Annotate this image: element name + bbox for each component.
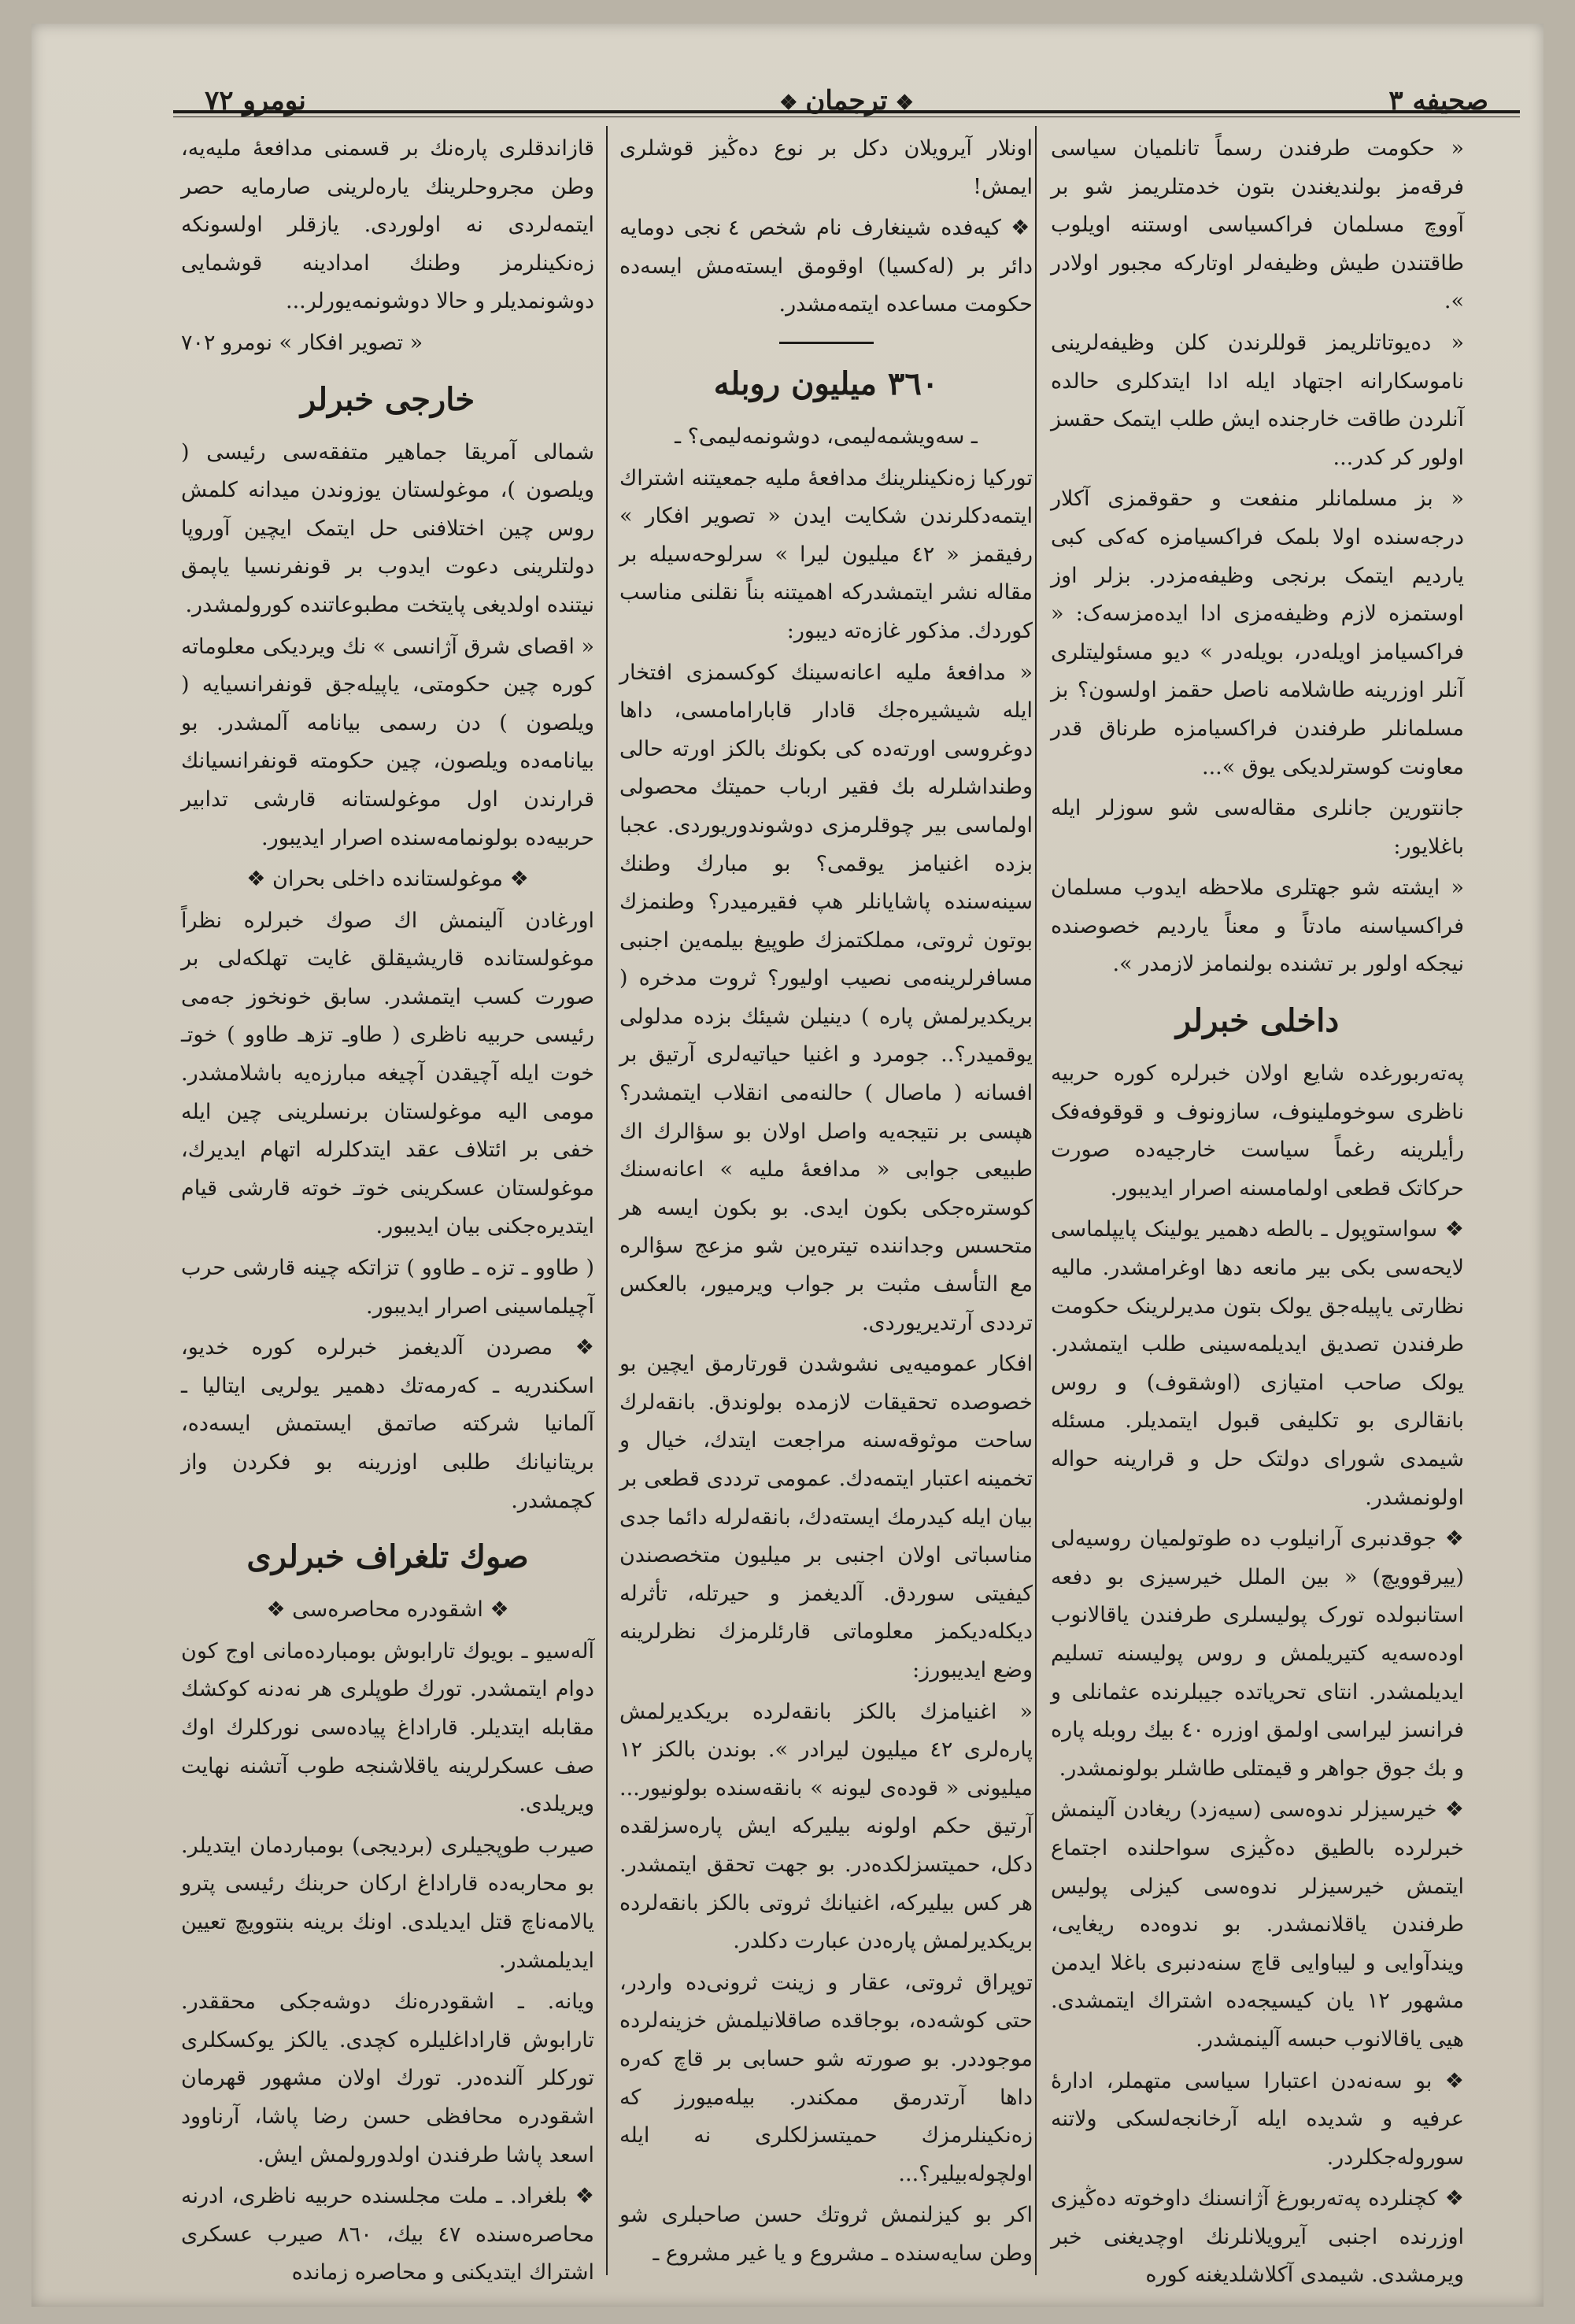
domestic-news-heading: داخلی خبرلر <box>1175 1002 1340 1040</box>
paragraph: ویانه. ـ اشقودره‌نك دوشه‌جکی محققدر. تارابوش قاراداغلیلره کچدی. یالکز یوکسکلری تورکلر آلندەدر. تورك اولان مشهور قهرمان اشقودره محافظی حسن رضا پاشا، آرناوود اسعد پاشا طرفندن اولدورولمش ایش. <box>181 1989 594 2167</box>
foreign-news-heading: خارجی خبرلر <box>300 380 475 418</box>
column-divider <box>606 126 608 2275</box>
paragraph: ❖ کچنلرده پەتەربورغ آژانسنك داوخوته دە‌ڭیزی اوزرنده اجنبی آیرویلانلرنك اوچدیغنی خبر ویرمشدی. شیمدی آکلاشلدیغنه کوره <box>1051 2186 1464 2288</box>
paragraph: اورغادن آلینمش اك صوك خبرلره نظراً موغولستانده قاریشیقلق غایت تهلکه‌لی بر صورت کسب ایتمشدر. سابق خونخوز جه‌می رئیسی حربیه ناظری ( طاوـ تزهـ طاوو ) خوتـ خوت ایله آچیقدن آچیغه مبارزه‌یه باشلامشدر. مومی الیه موغولستان برنسلرینی چین ایله خفی بر ائتلاف عقد ایتدکلرله اتهام ایدیرك، موغولستان عسکرینی خوتـ خوته قارشی قیام ایتدیره‌جکنی بیان ایدیبور. <box>181 908 594 1239</box>
mongolia-subheading: ❖ موغولستانده داخلی بحران ❖ <box>246 867 529 892</box>
right-column <box>1051 130 1464 2288</box>
paragraph: افکار عمومیه‌یی نشوشدن قورتارمق ایچین بو خصوصده تحقیقات لازمده بولوندق. بانقه‌لرك ساحت موثوقه‌سنه مراجعت ایتدك، خیال و تخمینه اعتبار ایتمه‌دك. عمومی ترددی قطعی بر بیان ایله کیدرمك ایسته‌دك، بانقه‌لرله دائما جدی مناسباتی اولان اجنبی بر میلیون متخصصندن کیفیتی سوردق. آلدیغمز و حیرتله، تأثرله دیکله‌دیکمز معلوماتی قارئلرمزك نظرلرینه وضع ایدیبورز: <box>619 1352 1033 1682</box>
paragraph: ❖ بو سه‌نه‌دن اعتبارا سیاسی متهملر، ادارهٔ عرفیه و شدیده ایله آرخانجه‌لسکی ولاتنه سوروله‌جکلردر. <box>1051 2068 1464 2170</box>
paragraph: صیرب طوپجیلری (بردیجی) بومباردمان ایتدیلر. بو محاربه‌ده قاراداغ ارکان حربنك رئیسی پترو یالامه‌ناچ قتل ایدیلدی. اونك برینه بنتوویچ تعیین ایدیلمشدر. <box>181 1833 594 1973</box>
paragraph: آلەسیو ـ بویوك تارابوش بومبارده‌مانی اوج کون دوام ایتمشدر. تورك طوپلری هر نه‌دنه کوکشك مقابله ایتدیلر. قاراداغ پیاده‌سی نورکلرك اوك صف عسکرلرینه یاقلاشنجه طوب آتشنه نهایت ویریلدی. <box>181 1638 594 1817</box>
paragraph: تورکیا زەنکینلرینك مدافعهٔ ملیه جمعیتنه اشتراك ایتمەدکلرندن شکایت ایدن « تصویر افکار » رفیقمز « ٤٢ میلیون لیرا » سرلوحه‌سیله بر مقاله نشر ایتمشدرکه اهمیتنه بنا‌ً نقلنی مناسب کوردك. مذکور غازەته دیبور: <box>619 465 1033 643</box>
paragraph: شمالی آمریقا جماهیر متفقه‌سی رئیسی ( ویلصون )، موغولستان یوزوندن میدانه کلمش روس چین اختلافنی حل ایتمک ایچین آوروپا دولتلرینی دعوت ایدوب بر قونفرنسیا یاپمق نیتنده اولدیغی پایتخت مطبوعاتنده کورولمشدر. <box>181 439 594 617</box>
masthead <box>205 79 1488 134</box>
left-column <box>181 130 594 2285</box>
paragraph: ❖ خیرسیزلر ندوه‌سی (سیه‌زد) ریغادن آلینمش خبرلرده بالطیق دەڭیزی سواحلنده اجتماع ایتمش خیرسیزلر ندوه‌سی کیزلی پولیس طرفندن یاقلانمشدر. بو ندوه‌ده ریغایی، ویندآوایی و لیباوایی قاچ سنه‌دنبری باغلا ایدمن مشهور ١٢ یان کیسیجه‌ده اشتراك ایتمشدی. هیی یاقالانوب حبسه آلینمشدر. <box>1051 1797 1464 2052</box>
paragraph: ❖ جوقدنبری آرانیلوب ده طوتولمیان روسیه‌لی (ییرقوویچ) « بین الملل خیرسیزی بو دفعه استانبولده تورک پولیسلری طرفندن یاقالانوب اودەسه‌یه کتیریلمش و روس پولیسنه تسلیم ایدیلمشدر. انتای تحریاتده جیبلرنده عثمانلی و فرانسز لیراسی اولمق اوزره ٤٠ بیك روبله پاره و بك جوق جواهر و قیمتلی طاشلر بولونمشدر. <box>1051 1527 1464 1781</box>
section-divider <box>779 342 874 344</box>
page-number: صحیفه ۳ <box>1388 85 1488 117</box>
paragraph: ❖ بلغراد. ـ ملت مجلسنده حربیه ناظری، ادرنه محاصره‌سنده ٤٧ بیك، ٨٦٠ صیرب عسکری اشتراك ایتدیکنی و محاصره زمانده <box>181 2184 594 2285</box>
paragraph: « ده‌یوتاتلریمز قوللرندن کلن وظیفه‌لرینی ناموسکارانه اجتهاد ایله ادا ایتدکلری حالده آنلردن طاقت خارجنده ایش طلب ایتمک حقسز اولور کر کدر... <box>1051 330 1464 470</box>
paragraph: جانتورین جانلری مقاله‌سی شو سوزلر ایله باغلایور: <box>1051 796 1464 859</box>
paragraph: « اغنیامزك بالکز بانقه‌لرده بریکدیرلمش پاره‌لری ٤٢ میلیون لیرادر ». بوندن بالکز ١٢ میلیونی « قوده‌ی لیونه » بانقه‌سنده بولونیور... آرتیق حکم اولونه بیلیرکه ایش پاره‌سزلقده دکل، حمیتسزلکده‌در. بو جهت تحقق ایتمشدر. هر کس بیلیرکه، اغنیانك ثروتی بالکز بانقه‌لرده بریکدیرلمش پاره‌دن عبارت دکلدر. <box>619 1699 1033 1954</box>
paragraph: ❖ کیه‌فده شینغارف نام شخص ٤ نجی دومایه دائر بر (له‌کسیا) اوقومق ایستەمش ایسه‌ده حکومت مساعده ایتمه‌مشدر. <box>619 216 1033 317</box>
masthead-rule <box>173 110 1520 113</box>
paragraph: پەتەربورغده شایع اولان خبرلره کوره حربیه ناظری سوخوملینوف، سازونوف و قوقوفه‌فک رأیلرینه رغماً سیاست خارجیه‌ده صورت حرکاتک قطعی اولمامسنه اصرار ایدیبور. <box>1051 1061 1464 1201</box>
article-heading: ٣٦٠ میلیون روبله <box>713 365 939 402</box>
paragraph: اکر بو کیزلنمش ثروتك حسن صاحبلری شو وطن سایه‌سنده ـ مشروع و یا غیر مشروع ـ <box>619 2203 1033 2266</box>
paragraph: « حکومت طرفندن رسماً تانلمیان سیاسی فرقه‌مز بولندیغندن بتون خدمتلریمز شو بر آووچ مسلمان فراکسیاسی اوستنه اویلوب طاقتندن طیش وظیفه‌لر اوتارکه مجبور اولادر ». <box>1051 136 1464 314</box>
column-divider <box>1035 126 1037 2275</box>
ornament-icon: ❖ <box>779 91 798 115</box>
scutari-subheading: ❖ اشقودره محاصره‌سی ❖ <box>266 1597 509 1623</box>
paragraph: ❖ سواستوپول ـ بالطه دهمیر یولینک پایپلماسی لایحه‌سی بکی بیر مانعه دها اوغرامشدر. مالیه نظارتی یاپیله‌جق یولک بتون مدیرلرینک حکومت طرفندن تصدیق ایدیلمه‌سینی طلب ایتمشدر. یولک صاحب امتیازی (اوشقوف) و روس بانقالری بو تکلیفی قبول ایتمدیلر. مسئله شیمدی شورای دولتک حل و قرارینه حواله اولونمشدر. <box>1051 1217 1464 1510</box>
paper-name: ترجمان <box>805 85 888 117</box>
paragraph: « اقصای شرق آژانسی » نك ویردیکی معلوماته کوره چین حکومتی، یاپیله‌جق قونفرانسیایه ( ویلصون ) دن رسمی بیانامه آلمشدر. بو بیانامه‌ده ویلصون، چین حکومته قونفرانسیانك قرارندن اول موغولستانه قارشی تدابیر حربیه‌ده بولونمامه‌سنده اصرار ایدیبور. <box>181 634 594 850</box>
paragraph: « بز مسلمانلر منفعت و حقوقمزی آکلار درجه‌سنده اولا بلمک فراکسیامزه که‌کی کبی یاردیم ایتمک برنجی وظیفه‌مزدر. بزلر اوز اوستمزه لازم وظیفه‌مزی ادا ایده‌مزسه‌ک: « فراکسیامز اویله‌در، بویله‌در » دیو مسئولیتلری آنلر اوزرینه طاشلامه ناصل حقمز اولسون؟ بز مسلمانلر طرفندن فراکسیامزه طرناق قدر معاونت کوسترلدیکی یوق »... <box>1051 487 1464 779</box>
center-column <box>619 130 1033 2271</box>
paragraph: اونلار آیرویلان دکل بر نوع دەڭیز قوشلری ایمش! <box>619 136 1033 199</box>
paragraph: ❖ مصردن آلدیغمز خبرلره کوره خدیو، اسکندریه ـ که‌رمه‌تك دهمیر یولریی ایتالیا ـ آلمانیا شرکته صاتمق ایستمش ایسه‌ده، بریتانیانك طلبی اوزرینه بو فکردن واز کچمشدر. <box>181 1335 594 1513</box>
issue-number: نومرو ۷۲ <box>205 85 306 117</box>
paragraph: ( طاوو ـ تزه ـ طاوو ) تزاتکه چینه قارشی حرب آچیلماسینی اصرار ایدیبور. <box>181 1256 594 1319</box>
source-citation: « تصویر افکار » نومرو ٧٠٢ <box>181 330 423 355</box>
paragraph: « ایشته شو جهتلری ملاحظه ایدوب مسلمان فراکسیاسنه مادتاً و معناً یاردیم خصوصنده نیجکه اولور بر تشنده بولنمامز لازمدر ». <box>1051 875 1464 977</box>
paragraph: « مدافعهٔ ملیه اعانه‌سینك کوکسمزی افتخار ایله شیشیره‌جك قادار قابارامامسی، داها دوغروسی اورته‌ده کی بکونك بالکز اورته حالی وطنداشلرله بك فقیر ارباب حمیتك محصولی اولماسی بیر چوقلرمزی دوشوندوریوردی. عجبا بزده اغنیامز یوقمی؟ بو مبارك وطنك سینه‌سنده پاشایانلر هپ فقیرمیدر؟ وطنمزك بوتون ثروتی، مملکتمزك طوپیغ بیلمه‌ین اجنبی مسافرلرینه‌می نصیب اولیور؟ ثروت مدخره ( بریکدیرلمش پاره ) دینیلن شیئك بزده مدلولی یوقمیدر؟.. جومرد و اغنیا حیاتیه‌لری آرتیق بر افسانه ( ماصال ) حالنه‌می انقلاب ایتمشدر؟ هپسی بر نتیجه‌یه واصل اولان بو سؤالرك اك طبیعی جوابی « مدافعهٔ ملیه » اعانه‌سنك کوستره‌جکی بکون ایدی. بو بکون ایسه هر متحسس وجداننده تیتره‌ین شو مزعج سؤالره مع التأسف مثبت بر جواب ویرمیور، بالعکس ترددی آرتدیریوردی. <box>619 660 1033 1335</box>
paragraph: قازاندقلری پاره‌نك بر قسمنی مدافعهٔ ملیه‌یه، وطن مجروحلرینك یاره‌لرینی صارمایه حصر ایتمه‌لردی نه اولوردی. یازقلر اولسونکه زەنکینلرمز وطنك امدادینه قوشمایی دوشونمدیلر و حالا دوشونمه‌یورلر... <box>181 136 594 314</box>
telegraph-news-heading: صوك تلغراف خبرلری <box>246 1538 529 1576</box>
ornament-icon: ❖ <box>895 91 914 115</box>
paragraph: توپراق ثروتی، عقار و زینت ثرونی‌ده واردر، حتی کوشه‌ده، بوجاقده صاقلانیلمش خزینه‌لرده موجوددر. بو صورته شو حسابی بر قاچ که‌ره داها آرتدرمق ممکندر. بیله‌میورز که زەنکینلرمزك حمیتسزلکلری نه ایله اولچوله‌بیلیر؟... <box>619 1970 1033 2186</box>
article-subheading: ـ سه‌ویشمه‌لیمی، دوشونمه‌لیمی؟ ـ <box>675 424 978 449</box>
